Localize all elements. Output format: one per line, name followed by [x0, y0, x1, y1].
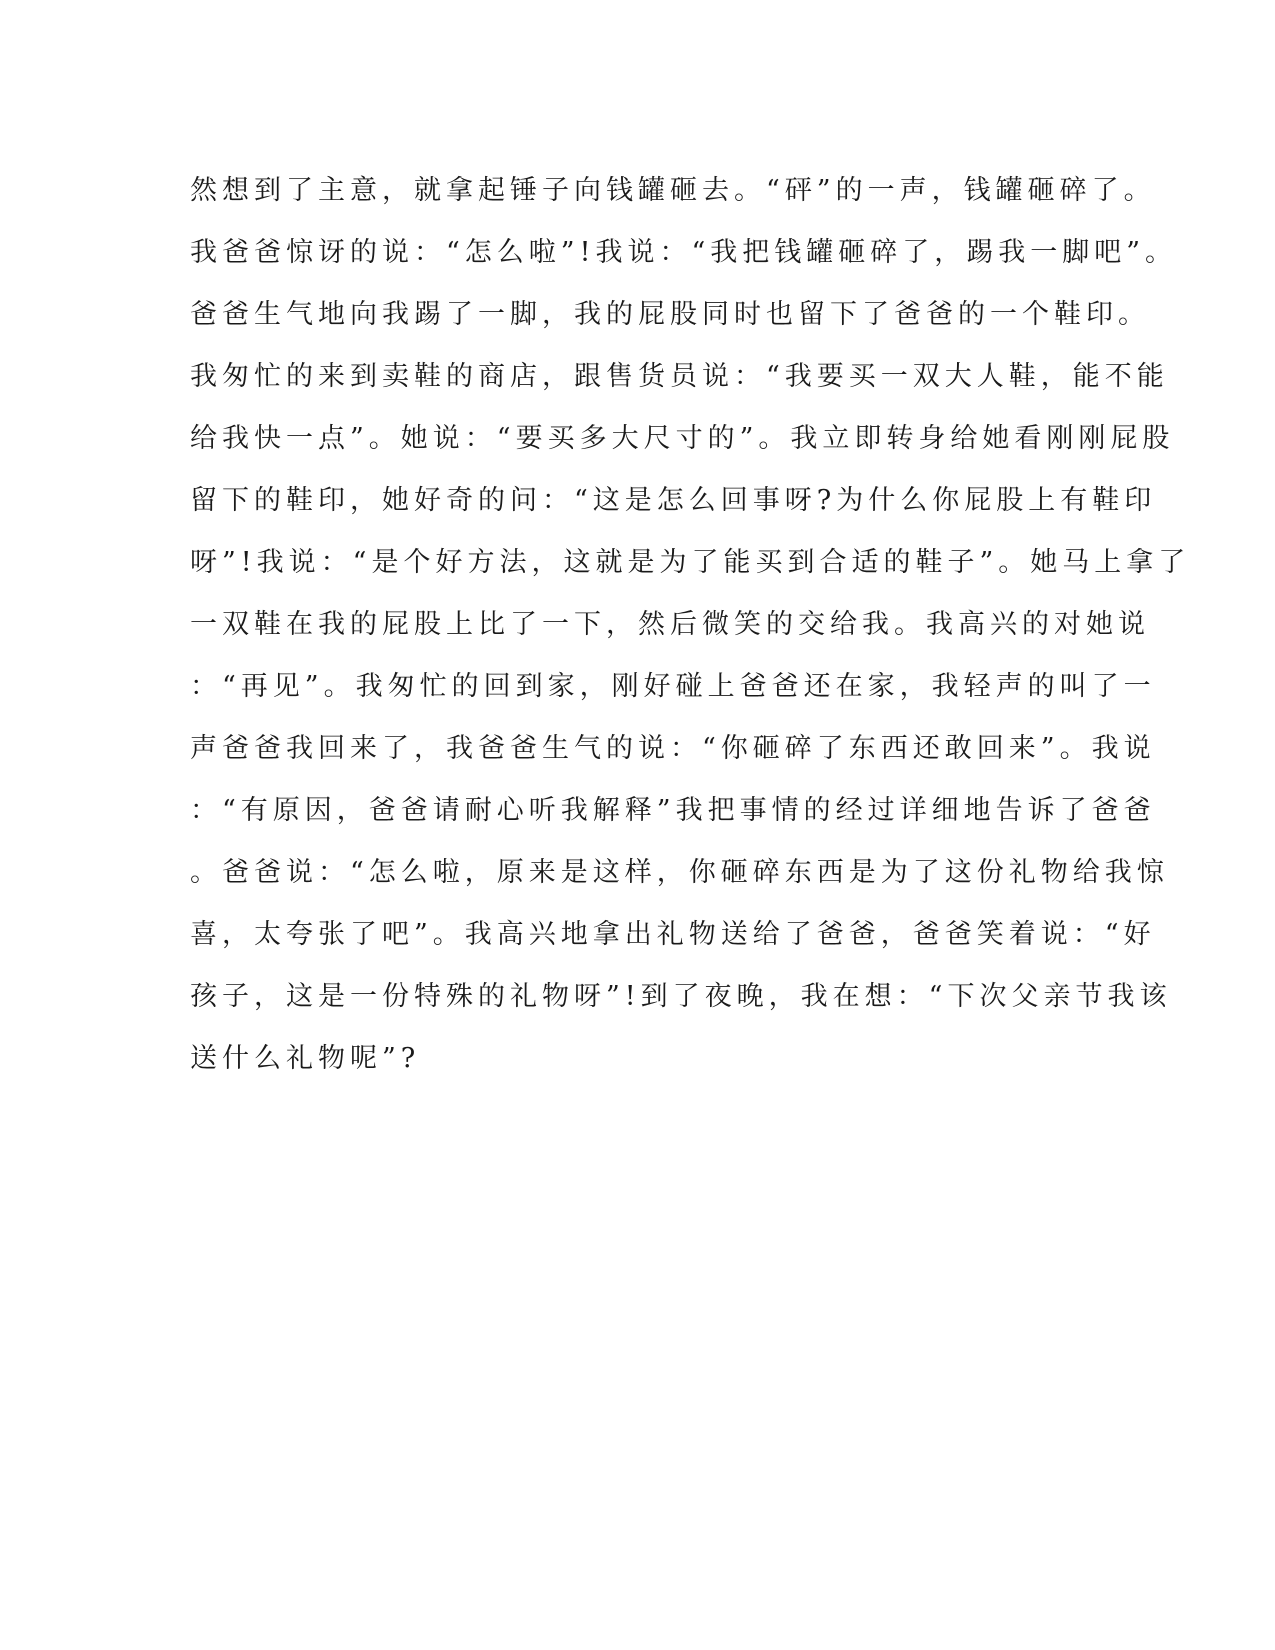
text-line: 喜，太夸张了吧”。我高兴地拿出礼物送给了爸爸，爸爸笑着说：“好: [190, 919, 1156, 950]
text-line: 我匆忙的来到卖鞋的商店，跟售货员说：“我要买一双大人鞋，能不能: [190, 361, 1169, 392]
text-line: 留下的鞋印，她好奇的问：“这是怎么回事呀?为什么你屁股上有鞋印: [190, 485, 1157, 516]
text-line: 我爸爸惊讶的说：“怎么啦”!我说：“我把钱罐砸碎了，踢我一脚吧”。: [190, 237, 1178, 268]
text-line: 声爸爸我回来了，我爸爸生气的说：“你砸碎了东西还敢回来”。我说: [190, 733, 1156, 764]
text-line: 然想到了主意，就拿起锤子向钱罐砸去。“砰”的一声，钱罐砸碎了。: [190, 175, 1156, 206]
text-line: 。爸爸说：“怎么啦，原来是这样，你砸碎东西是为了这份礼物给我惊: [190, 857, 1169, 888]
text-line: 一双鞋在我的屁股上比了一下，然后微笑的交给我。我高兴的对她说: [190, 609, 1150, 640]
text-line: 爸爸生气地向我踢了一脚，我的屁股同时也留下了爸爸的一个鞋印。: [190, 299, 1150, 330]
text-line: 送什么礼物呢”?: [190, 1043, 421, 1074]
body-text: [190, 160, 1191, 1090]
text-line: 呀”!我说：“是个好方法，这就是为了能买到合适的鞋子”。她马上拿了: [190, 547, 1191, 578]
text-line: 孩子，这是一份特殊的礼物呀”!到了夜晚，我在想：“下次父亲节我该: [190, 981, 1172, 1012]
text-line: ：“有原因，爸爸请耐心听我解释”我把事情的经过详细地告诉了爸爸: [190, 795, 1156, 826]
text-line: ：“再见”。我匆忙的回到家，刚好碰上爸爸还在家，我轻声的叫了一: [190, 671, 1156, 702]
text-line: 给我快一点”。她说：“要买多大尺寸的”。我立即转身给她看刚刚屁股: [190, 423, 1175, 454]
